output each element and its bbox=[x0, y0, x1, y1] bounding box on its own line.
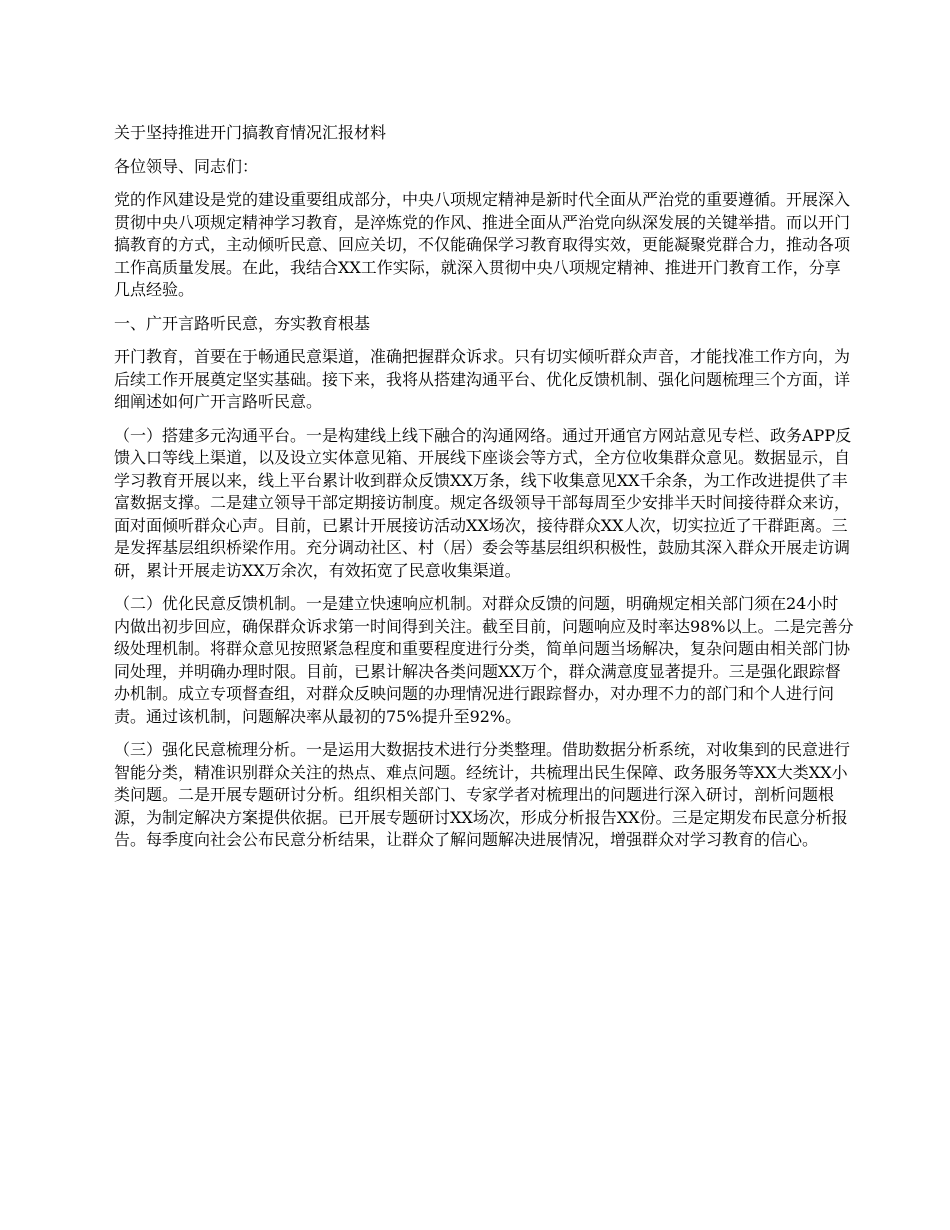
item-paragraph-3: （三）强化民意梳理分析。一是运用大数据技术进行分类整理。借助数据分析系统，对收集到的民意进行智能分类，精准识别群众关注的热点、难点问题。经统计，共梳理出民生保障、政务服务等XX大类XX小类问题。二是开展专题研讨分析。组织相关部门、专家学者对梳理出的问题进行深入研讨，剖析问题根源，为制定解决方案提供依据。已开展专题研讨XX场次，形成分析报告XX份。三是定期发布民意分析报告。每季度向社会公布民意分析结果，让群众了解问题解决进展情况，增强群众对学习教育的信心。 bbox=[114, 740, 851, 849]
section-intro-paragraph: 开门教育，首要在于畅通民意渠道，准确把握群众诉求。只有切实倾听群众声音，才能找准工作方向，为后续工作开展奠定坚实基础。接下来，我将从搭建沟通平台、优化反馈机制、强化问题梳理三个方面，详细阐述如何广开言路听民意。 bbox=[114, 347, 851, 411]
document-title: 关于坚持推进开门搞教育情况汇报材料 bbox=[114, 123, 387, 142]
section-heading: 一、广开言路听民意，夯实教育根基 bbox=[114, 313, 371, 333]
item-paragraph-1: （一）搭建多元沟通平台。一是构建线上线下融合的沟通网络。通过开通官方网站意见专栏、政务APP反馈入口等线上渠道，以及设立实体意见箱、开展线下座谈会等方式，全方位收集群众意见。数据显示，自学习教育开展以来，线上平台累计收到群众反馈XX万条，线下收集意见XX千余条，为工作改进提供了丰富数据支撑。二是建立领导干部定期接访制度。规定各级领导干部每周至少安排半天时间接待群众来访，面对面倾听群众心声。目前，已累计开展接访活动XX场次，接待群众XX人次，切实拉近了干群距离。三是发挥基层组织桥梁作用。充分调动社区、村（居）委会等基层组织积极性，鼓励其深入群众开展走访调研，累计开展走访XX万余次，有效拓宽了民意收集渠道。 bbox=[114, 425, 852, 580]
salutation: 各位领导、同志们： bbox=[114, 156, 259, 176]
document-page bbox=[114, 122, 854, 863]
intro-paragraph: 党的作风建设是党的建设重要组成部分，中央八项规定精神是新时代全面从严治党的重要遵循。开展深入贯彻中央八项规定精神学习教育，是淬炼党的作风、推进全面从严治党向纵深发展的关键举措。而以开门搞教育的方式，主动倾听民意、回应关切，不仅能确保学习教育取得实效，更能凝聚党群合力，推动各项工作高质量发展。在此，我结合XX工作实际，就深入贯彻中央八项规定精神、推进开门教育工作，分享几点经验。 bbox=[114, 190, 851, 299]
item-paragraph-2: （二）优化民意反馈机制。一是建立快速响应机制。对群众反馈的问题，明确规定相关部门须在24小时内做出初步回应，确保群众诉求第一时间得到关注。截至目前，问题响应及时率达98%以上。二是完善分级处理机制。将群众意见按照紧急程度和重要程度进行分类，简单问题当场解决，复杂问题由相关部门协同处理，并明确办理时限。目前，已累计解决各类问题XX万个，群众满意度显著提升。三是强化跟踪督办机制。成立专项督查组，对群众反映问题的办理情况进行跟踪督办，对办理不力的部门和个人进行问责。通过该机制，问题解决率从最初的75%提升至92%。 bbox=[114, 594, 854, 726]
